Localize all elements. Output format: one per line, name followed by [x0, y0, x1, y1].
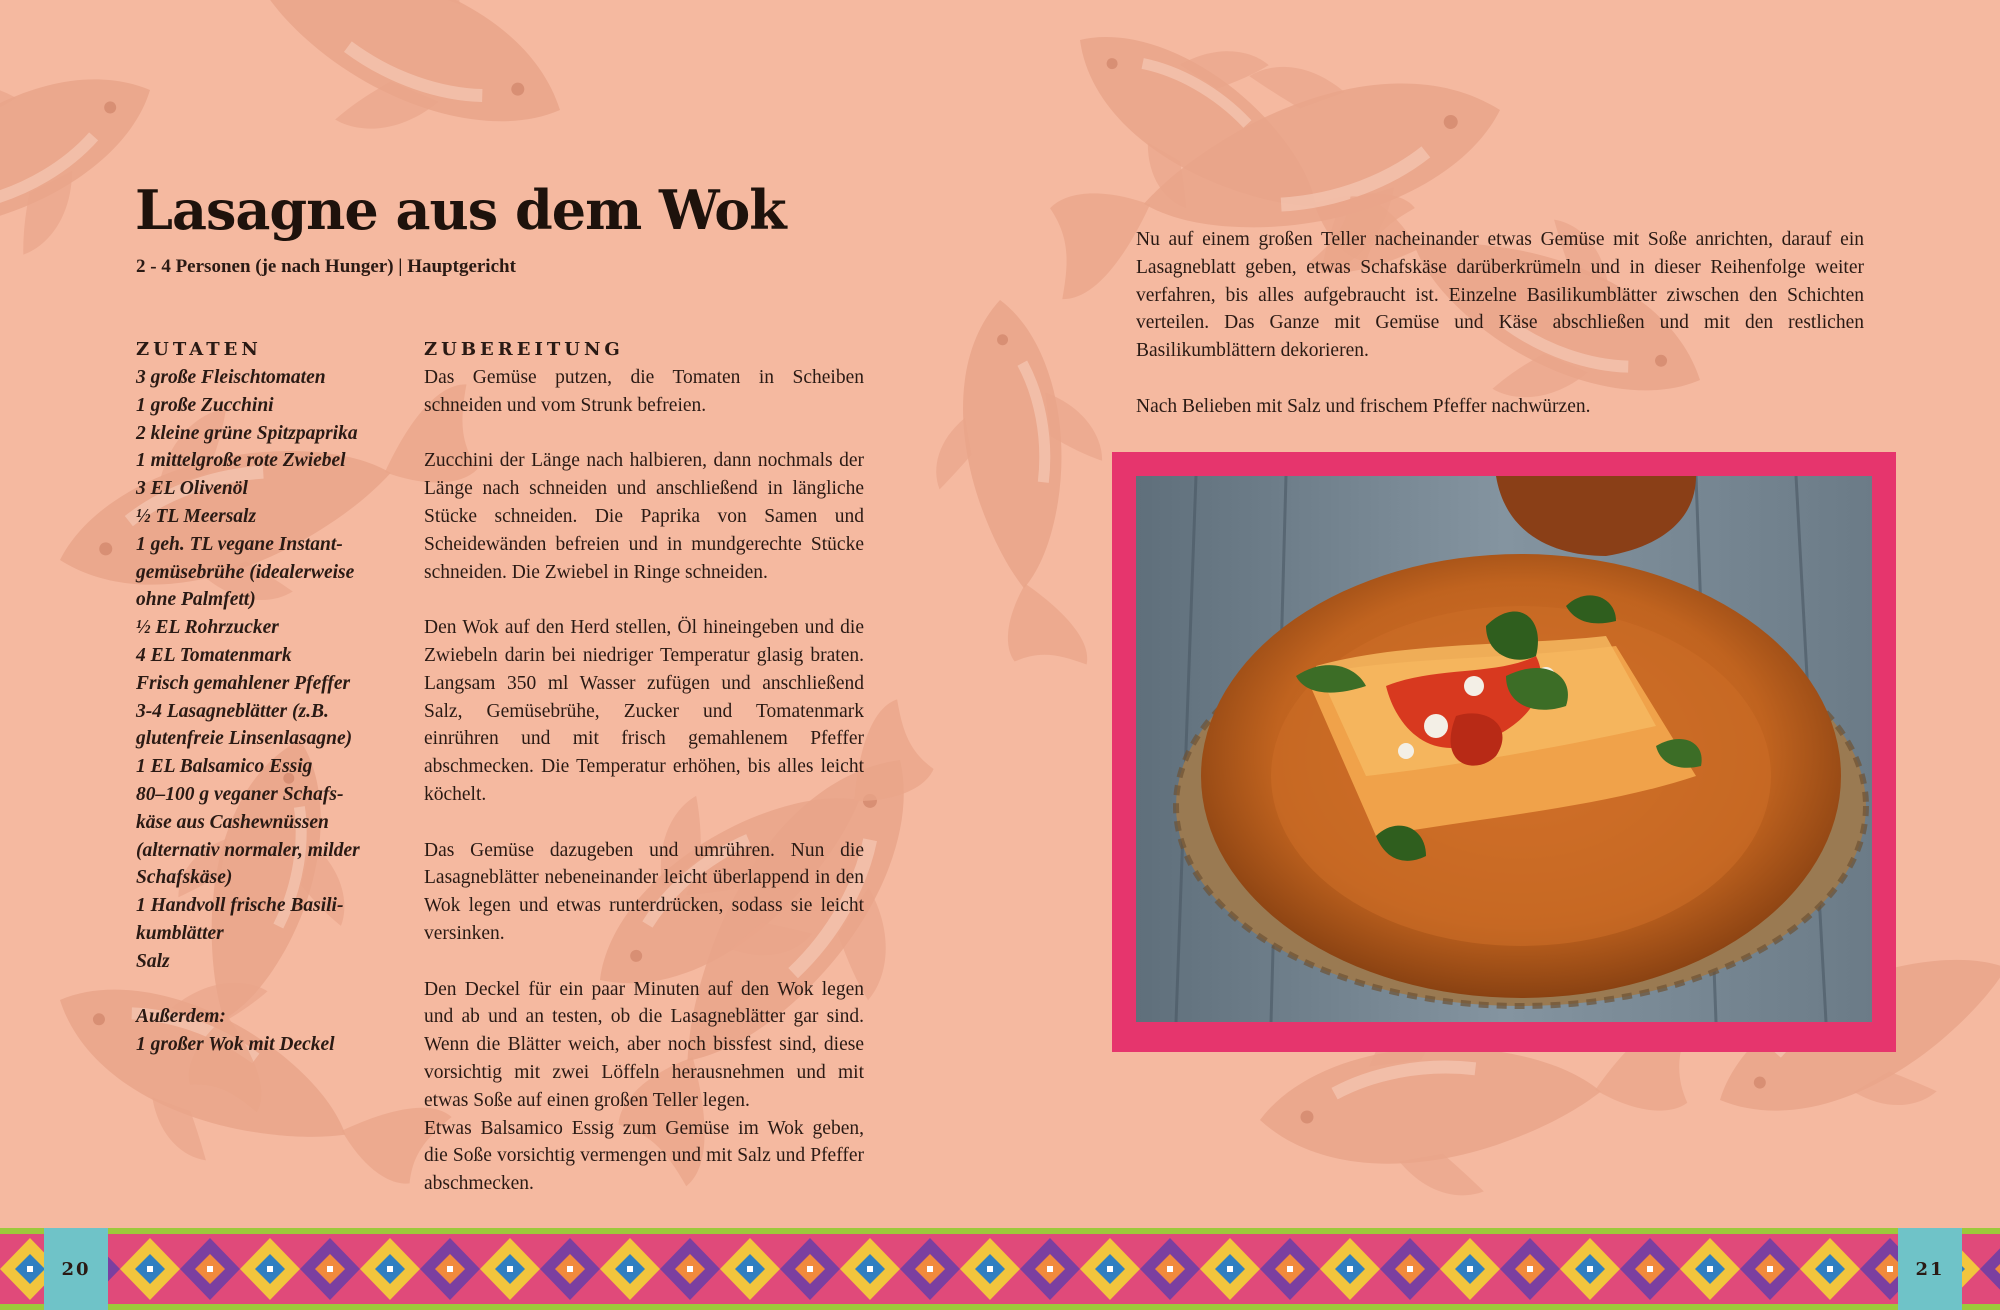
ingredient-item: 4 EL Tomatenmark: [136, 644, 292, 666]
ingredients-list: [136, 364, 396, 1059]
ingredient-item: 1 geh. TL vegane Instant-: [136, 533, 343, 555]
ingredient-item: Salz: [136, 950, 170, 972]
ingredient-item: 1 große Zucchini: [136, 394, 274, 416]
ingredient-item: kumblätter: [136, 922, 224, 944]
preparation-column: [424, 336, 864, 1198]
seasoning-step: Nach Belieben mit Salz und frischem Pfeffer nachwürzen.: [1136, 395, 1591, 417]
preparation-step: Den Deckel für ein paar Minuten auf den Wok legen und ab und an testen, ob die Lasagneblätter gar sind. Wenn die Blätter weich, aber noch bissfest sind, diese vorsichtig mit zwei Löffeln herausnehmen und mit etwas Soße auf einen großen Teller legen.: [424, 978, 864, 1111]
decorative-band: [0, 1228, 2000, 1310]
ingredient-item: (alternativ normaler, milder: [136, 839, 360, 861]
ingredient-item: Schafskäse): [136, 867, 233, 889]
ingredient-item: Frisch gemahlener Pfeffer: [136, 672, 351, 694]
ingredient-item: 1 mittelgroße rote Zwiebel: [136, 450, 346, 472]
ingredient-item: ohne Palmfett): [136, 589, 256, 611]
lasagne-photo: [1136, 476, 1872, 1022]
ingredient-item: 3 EL Olivenöl: [136, 478, 248, 500]
recipe-title: Lasagne aus dem Wok: [135, 178, 786, 242]
recipe-subtitle: 2 - 4 Personen (je nach Hunger) | Hauptgericht: [136, 256, 516, 277]
photo-frame: [1112, 452, 1896, 1052]
ingredient-item: 3 große Fleischtomaten: [136, 367, 326, 388]
ingredient-item: 1 EL Balsamico Essig: [136, 756, 313, 778]
continuation-text: [1136, 226, 1864, 421]
preparation-step: Etwas Balsamico Essig zum Gemüse im Wok geben, die Soße vorsichtig vermengen und mit Salz und Pfeffer abschmecken.: [424, 1117, 864, 1195]
ingredient-item: 3-4 Lasagneblätter (z.B.: [136, 700, 329, 722]
preparation-step: Den Wok auf den Herd stellen, Öl hineingeben und die Zwiebeln darin bei niedriger Temperatur glasig braten. Langsam 350 ml Wasser zufügen und anschließend Salz, Gemüsebrühe, Zucker und Tomatenmark einrühren und mit frisch gemahlenem Pfeffer abschmecken. Die Temperatur erhöhen, bis alles leicht köchelt.: [424, 617, 864, 805]
ingredient-item: käse aus Cashewnüssen: [136, 811, 329, 833]
ingredients-heading: ZUTATEN: [136, 339, 262, 360]
ingredient-item: 2 kleine grüne Spitzpaprika: [136, 422, 358, 444]
ingredient-item: ½ EL Rohrzucker: [136, 617, 279, 639]
ingredient-item: glutenfreie Linsenlasagne): [136, 728, 353, 750]
preparation-step: Zucchini der Länge nach halbieren, dann nochmals der Länge nach schneiden und anschließend in längliche Stücke schneiden. Die Paprika von Samen und Scheidewänden befreien und in mundgerechte Stücke schneiden. Die Zwiebel in Ringe schneiden.: [424, 450, 864, 583]
page-number-right: 21: [1898, 1228, 1962, 1310]
extras-heading: Außerdem:: [136, 1006, 226, 1028]
preparation-step: Das Gemüse putzen, die Tomaten in Scheiben schneiden und vom Strunk befreien.: [424, 367, 864, 416]
preparation-heading: ZUBEREITUNG: [424, 339, 624, 360]
plating-step: Nu auf einem großen Teller nacheinander etwas Gemüse mit Soße anrichten, darauf ein Lasagneblatt geben, etwas Schafskäse darüberkrümeln und in dieser Reihenfolge weiter verfahren, bis alles aufgebraucht ist. Einzelne Basilikumblätter ziwschen den Schichten verteilen. Das Ganze mit Gemüse und Käse abschließen und mit den restlichen Basilikumblättern dekorieren.: [1136, 229, 1864, 362]
ingredient-item: gemüsebrühe (idealerweise: [136, 561, 355, 583]
ingredient-item: 80–100 g veganer Schafs-: [136, 783, 344, 805]
page-number-left: 20: [44, 1228, 108, 1310]
lasagne-plate-illustration: [1136, 476, 1872, 1022]
ingredients-column: [136, 336, 396, 1059]
ingredient-item: 1 Handvoll frische Basili-: [136, 895, 344, 917]
ingredient-item: ½ TL Meersalz: [136, 505, 257, 527]
preparation-step: Das Gemüse dazugeben und umrühren. Nun die Lasagneblätter nebeneinander leicht überlappend in den Wok legen und etwas runterdrücken, sodass sie leicht versinken.: [424, 839, 864, 944]
extras-item: 1 großer Wok mit Deckel: [136, 1034, 335, 1056]
